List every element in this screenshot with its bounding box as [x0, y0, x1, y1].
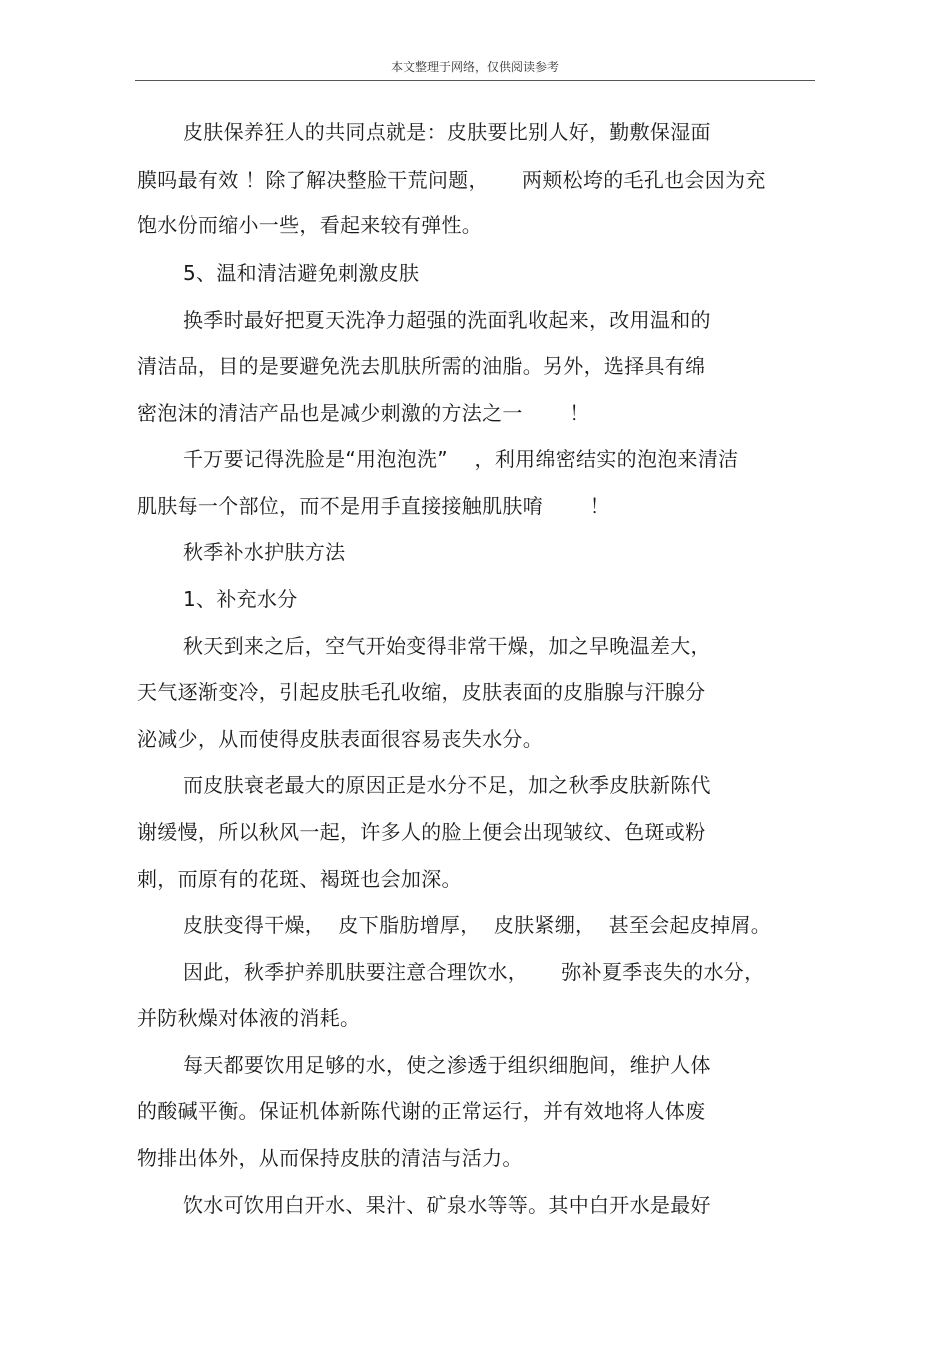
- text-line: 换季时最好把夏天洗净力超强的洗面乳收起来，改用温和的: [183, 308, 711, 332]
- text-line: 肌肤每一个部位，而不是用手直接接触肌肤唷 ！: [137, 494, 610, 518]
- text-line: 物排出体外，从而保持皮肤的清洁与活力。: [137, 1146, 523, 1170]
- text-line: 每天都要饮用足够的水，使之渗透于组织细胞间，维护人体: [183, 1053, 711, 1077]
- text-line: 谢缓慢，所以秋风一起，许多人的脸上便会出现皱纹、色斑或粉: [137, 820, 706, 844]
- text-line: 刺，而原有的花斑、褐斑也会加深。: [137, 867, 462, 891]
- text-line: 因此，秋季护养肌肤要注意合理饮水， 弥补夏季丧失的水分，: [183, 960, 765, 984]
- text-line: 皮肤保养狂人的共同点就是：皮肤要比别人好，勤敷保湿面: [183, 120, 711, 144]
- text-line: 秋天到来之后，空气开始变得非常干燥，加之早晚温差大，: [183, 634, 711, 658]
- text-line: 密泡沫的清洁产品也是减少刺激的方法之一 ！: [137, 401, 590, 425]
- section-heading: 5、温和清洁避免刺激皮肤: [183, 261, 420, 285]
- page-header: 本文整理于网络，仅供阅读参考: [390, 60, 559, 74]
- text-line: 泌减少，从而使得皮肤表面很容易丧失水分。: [137, 727, 543, 751]
- text-line: 并防秋燥对体液的消耗。: [137, 1006, 361, 1030]
- text-line: 饱水份而缩小一些，看起来较有弹性。: [137, 213, 483, 237]
- text-line: 千万要记得洗脸是“用泡泡洗” ，利用绵密结实的泡泡来清洁: [183, 447, 739, 471]
- section-heading: 1、补充水分: [183, 587, 298, 611]
- text-line: 膜吗最有效 ！除了解决整脸干荒问题， 两颊松垮的毛孔也会因为充: [137, 168, 766, 192]
- text-line: 皮肤变得干燥， 皮下脂肪增厚， 皮肤紧绷， 甚至会起皮掉屑。: [183, 913, 772, 937]
- section-heading: 秋季补水护肤方法: [183, 540, 346, 564]
- text-line: 清洁品，目的是要避免洗去肌肤所需的油脂。另外，选择具有绵: [137, 354, 706, 378]
- text-line: 的酸碱平衡。保证机体新陈代谢的正常运行，并有效地将人体废: [137, 1099, 706, 1123]
- text-line: 而皮肤衰老最大的原因正是水分不足，加之秋季皮肤新陈代: [183, 773, 711, 797]
- text-line: 饮水可饮用白开水、果汁、矿泉水等等。其中白开水是最好: [183, 1193, 711, 1217]
- header-divider: [135, 80, 815, 81]
- text-line: 天气逐渐变冷，引起皮肤毛孔收缩，皮肤表面的皮脂腺与汗腺分: [137, 680, 706, 704]
